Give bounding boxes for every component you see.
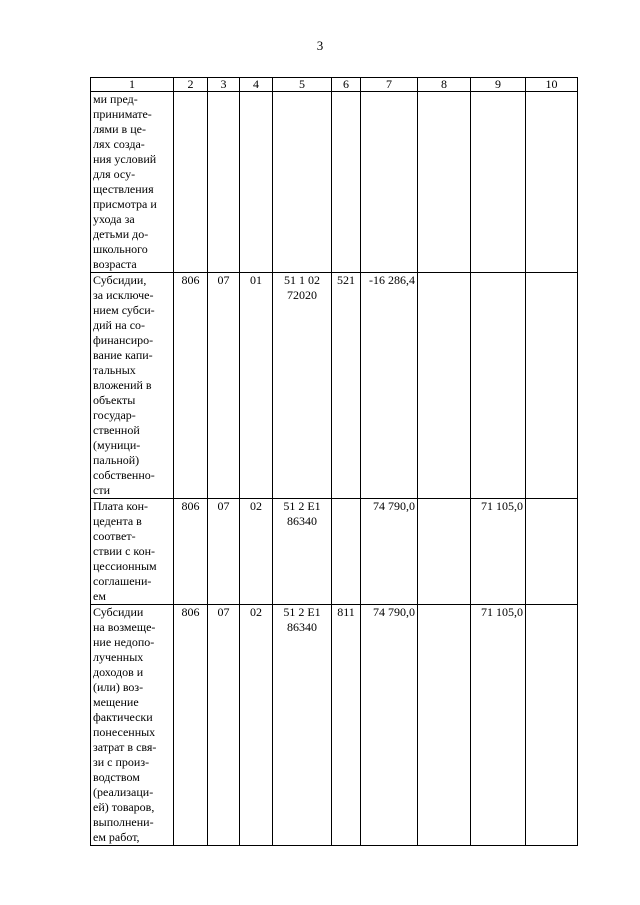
cell-ministry: 806 <box>174 273 208 499</box>
table-row <box>91 605 578 846</box>
cell-amount-9: 71 105,0 <box>471 499 526 605</box>
cell-subsection: 01 <box>240 273 273 499</box>
column-header: 6 <box>332 78 361 92</box>
cell-expense-type: 811 <box>332 605 361 846</box>
row-description: Субсидии, за исключе- нием субси- дий на со- финансиро- вание капи- тальных вложений в объекты государ- ственной (муници- пальной) собственно- сти <box>91 273 174 499</box>
table-row <box>91 273 578 499</box>
column-header: 4 <box>240 78 273 92</box>
row-description: Плата кон- цедента в соответ- ствии с кон- цессионным соглашени- ем <box>91 499 174 605</box>
cell-amount-9 <box>471 273 526 499</box>
cell-expense-type <box>332 499 361 605</box>
cell-subsection: 02 <box>240 605 273 846</box>
cell-expense-type: 521 <box>332 273 361 499</box>
row-description: Субсидии на возмеще- ние недопо- лученных доходов и (или) воз- мещение фактически понесенных затрат в свя- зи с произ- водством (реализаци- ей) товаров, выполнени- ем работ, <box>91 605 174 846</box>
column-header: 7 <box>361 78 418 92</box>
cell-ministry: 806 <box>174 499 208 605</box>
cell-amount-9: 71 105,0 <box>471 605 526 846</box>
budget-table <box>90 77 578 846</box>
cell-subsection: 02 <box>240 499 273 605</box>
cell-amount-7: 74 790,0 <box>361 605 418 846</box>
cell-amount-8 <box>418 605 471 846</box>
column-header: 2 <box>174 78 208 92</box>
column-header: 9 <box>471 78 526 92</box>
cell-amount-10 <box>526 605 578 846</box>
cell-target-article <box>273 92 332 273</box>
cell-subsection <box>240 92 273 273</box>
cell-ministry: 806 <box>174 605 208 846</box>
cell-section: 07 <box>208 499 240 605</box>
cell-amount-10 <box>526 273 578 499</box>
cell-amount-7: -16 286,4 <box>361 273 418 499</box>
table-row <box>91 499 578 605</box>
cell-target-article: 51 1 02 72020 <box>273 273 332 499</box>
column-header: 8 <box>418 78 471 92</box>
cell-amount-7 <box>361 92 418 273</box>
page-number: 3 <box>316 38 324 53</box>
cell-amount-7: 74 790,0 <box>361 499 418 605</box>
column-header: 5 <box>273 78 332 92</box>
cell-section: 07 <box>208 273 240 499</box>
column-header: 3 <box>208 78 240 92</box>
cell-ministry <box>174 92 208 273</box>
table-row <box>91 92 578 273</box>
column-header: 1 <box>91 78 174 92</box>
cell-amount-8 <box>418 92 471 273</box>
cell-amount-10 <box>526 92 578 273</box>
cell-amount-8 <box>418 273 471 499</box>
cell-section <box>208 92 240 273</box>
cell-target-article: 51 2 E1 86340 <box>273 605 332 846</box>
cell-amount-9 <box>471 92 526 273</box>
cell-expense-type <box>332 92 361 273</box>
cell-amount-10 <box>526 499 578 605</box>
row-description: ми пред- принимате- лями в це- лях созда- ния условий для осу- ществления присмотра и ухода за детьми до- школьного возраста <box>91 92 174 273</box>
cell-amount-8 <box>418 499 471 605</box>
header-row <box>91 78 578 92</box>
column-header: 10 <box>526 78 578 92</box>
cell-section: 07 <box>208 605 240 846</box>
cell-target-article: 51 2 E1 86340 <box>273 499 332 605</box>
